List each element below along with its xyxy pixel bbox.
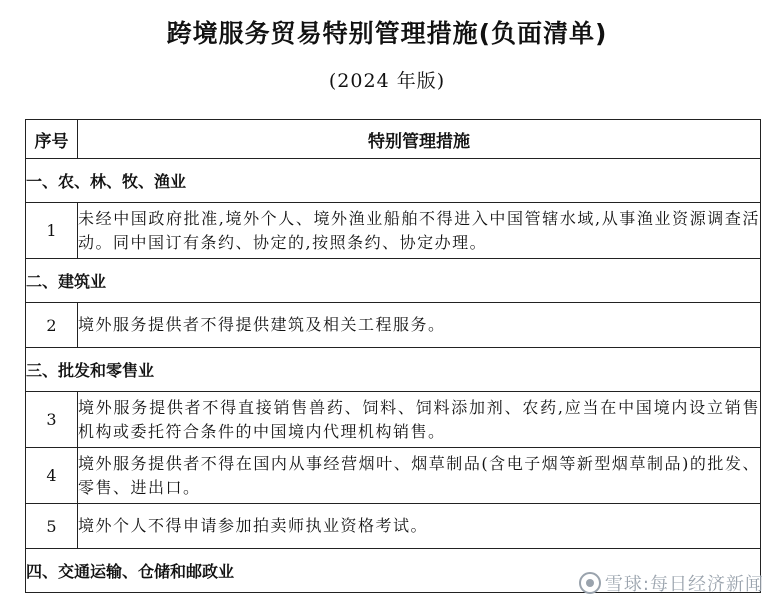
item-measure: 境外服务提供者不得直接销售兽药、饲料、饲料添加剂、农药,应当在中国境内设立销售机构或委托符合条件的中国境内代理机构销售。 (78, 392, 761, 448)
section-heading-agriculture: 一、农、林、牧、渔业 (26, 159, 761, 203)
table-header-row (26, 120, 761, 159)
item-number: 5 (26, 504, 78, 549)
item-number: 3 (26, 392, 78, 448)
section-row (26, 159, 761, 203)
item-number: 1 (26, 203, 78, 259)
table-row (26, 504, 761, 549)
snowball-logo-icon (579, 572, 601, 594)
section-heading-construction: 二、建筑业 (26, 259, 761, 303)
item-number: 2 (26, 303, 78, 348)
table-row (26, 303, 761, 348)
header-number: 序号 (26, 120, 78, 159)
document-title: 跨境服务贸易特别管理措施(负面清单) (166, 19, 608, 48)
item-measure: 境外服务提供者不得在国内从事经营烟叶、烟草制品(含电子烟等新型烟草制品)的批发、零售、进出口。 (78, 448, 761, 504)
table-row (26, 392, 761, 448)
item-number: 4 (26, 448, 78, 504)
table-row (26, 203, 761, 259)
item-measure: 境外个人不得申请参加拍卖师执业资格考试。 (78, 504, 761, 549)
negative-list-table (25, 119, 761, 593)
table-row (26, 448, 761, 504)
section-row (26, 259, 761, 303)
section-row (26, 348, 761, 392)
document-edition: (2024 年版) (328, 70, 446, 92)
item-measure: 境外服务提供者不得提供建筑及相关工程服务。 (78, 303, 761, 348)
item-measure: 未经中国政府批准,境外个人、境外渔业船舶不得进入中国管辖水域,从事渔业资源调查活动。同中国订有条约、协定的,按照条约、协定办理。 (78, 203, 761, 259)
section-heading-wholesale-retail: 三、批发和零售业 (26, 348, 761, 392)
section-heading-transport: 四、交通运输、仓储和邮政业 (26, 549, 761, 593)
watermark-text: 雪球:每日经济新闻 (604, 574, 764, 595)
watermark (579, 570, 764, 596)
header-measure: 特别管理措施 (78, 120, 761, 159)
